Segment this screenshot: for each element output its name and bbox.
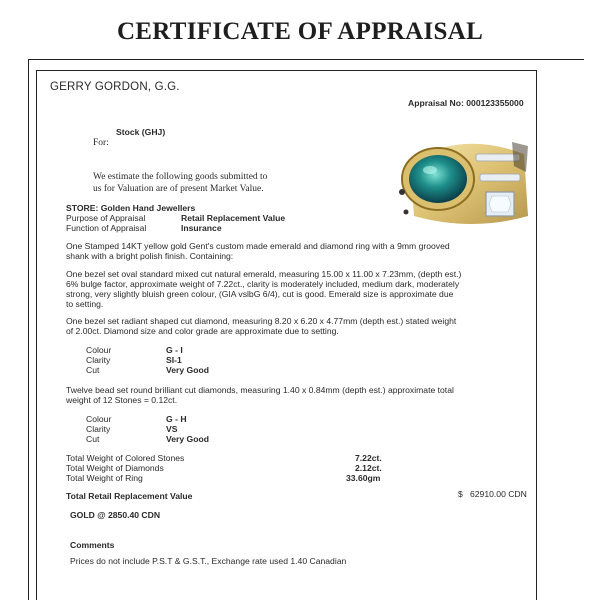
bead-cut-label: Cut [86,434,100,444]
bead-colour-label: Colour [86,414,112,424]
bead-clarity-value: VS [166,424,178,434]
certificate-title: CERTIFICATE OF APPRAISAL [116,18,484,45]
purpose-label: Purpose of Appraisal [66,213,146,223]
replacement-currency: $ [458,489,463,499]
frame-top-inner [36,70,536,71]
bead-cut-value: Very Good [166,434,209,444]
function-value: Insurance [181,223,222,233]
replacement-value: 62910.00 CDN [470,489,527,499]
radiant-line-2: of 2.00ct. Diamond size and color grade are approximate due to setting. [66,326,339,336]
comments-heading: Comments [70,540,115,550]
total-ring-value: 33.60gm [346,473,381,483]
total-colored-stones-value: 7.22ct. [355,453,382,463]
ring-photo [392,132,532,232]
radiant-clarity-value: SI-1 [166,355,182,365]
bead-line-1: Twelve bead set round brilliant cut diamonds, measuring 1.40 x 0.84mm (depth est.) approximate total [66,385,454,395]
replacement-value-label: Total Retail Replacement Value [66,491,193,501]
radiant-line-1: One bezel set radiant shaped cut diamond, measuring 8.20 x 6.20 x 4.77mm (depth est.) stated weight [66,316,457,326]
radiant-cut-value: Very Good [166,365,209,375]
total-ring-label: Total Weight of Ring [66,473,143,483]
total-colored-stones-label: Total Weight of Colored Stones [66,453,185,463]
stock-label: Stock (GHJ) [116,127,166,137]
radiant-colour-label: Colour [86,345,112,355]
radiant-clarity-label: Clarity [86,355,111,365]
total-diamonds-label: Total Weight of Diamonds [66,463,164,473]
store-name: STORE: Golden Hand Jewellers [66,203,196,213]
intro-line-1: We estimate the following goods submitted to [93,172,268,182]
emerald-line-3: strong, very slightly bluish green colour, (GIA vslbG 6/4), cut is good. Emerald size is approximate due [66,289,454,299]
frame-left-outer [28,59,29,600]
appraisal-number: Appraisal No: 000123355000 [408,98,524,108]
description-line-2: shank with a bright polish finish. Containing: [66,251,234,261]
for-label: For: [93,138,109,148]
intro-line-2: us for Valuation are of present Market Value. [93,184,264,194]
purpose-value: Retail Replacement Value [181,213,286,223]
comments-text: Prices do not include P.S.T & G.S.T., Exchange rate used 1.40 Canadian [70,556,347,566]
gold-price: GOLD @ 2850.40 CDN [70,510,161,520]
frame-left-inner [36,70,37,600]
frame-top-outer [28,59,584,60]
emerald-line-1: One bezel set oval standard mixed cut natural emerald, measuring 15.00 x 11.00 x 7.23mm, (depth est.) [66,269,462,279]
radiant-cut-label: Cut [86,365,100,375]
function-label: Function of Appraisal [66,223,147,233]
frame-right-inner [536,70,537,600]
bead-colour-value: G - H [166,414,187,424]
bead-clarity-label: Clarity [86,424,111,434]
bead-line-2: weight of 12 Stones = 0.12ct. [66,395,178,405]
appraiser-name: GERRY GORDON, G.G. [50,81,180,93]
description-line-1: One Stamped 14KT yellow gold Gent's custom made emerald and diamond ring with a 9mm grooved [66,241,450,251]
total-diamonds-value: 2.12ct. [355,463,382,473]
radiant-colour-value: G - I [166,345,183,355]
emerald-line-4: to setting. [66,299,104,309]
emerald-line-2: 6% bulge factor, approximate weight of 7.22ct., clarity is moderately included, medium dark, moderately [66,279,460,289]
